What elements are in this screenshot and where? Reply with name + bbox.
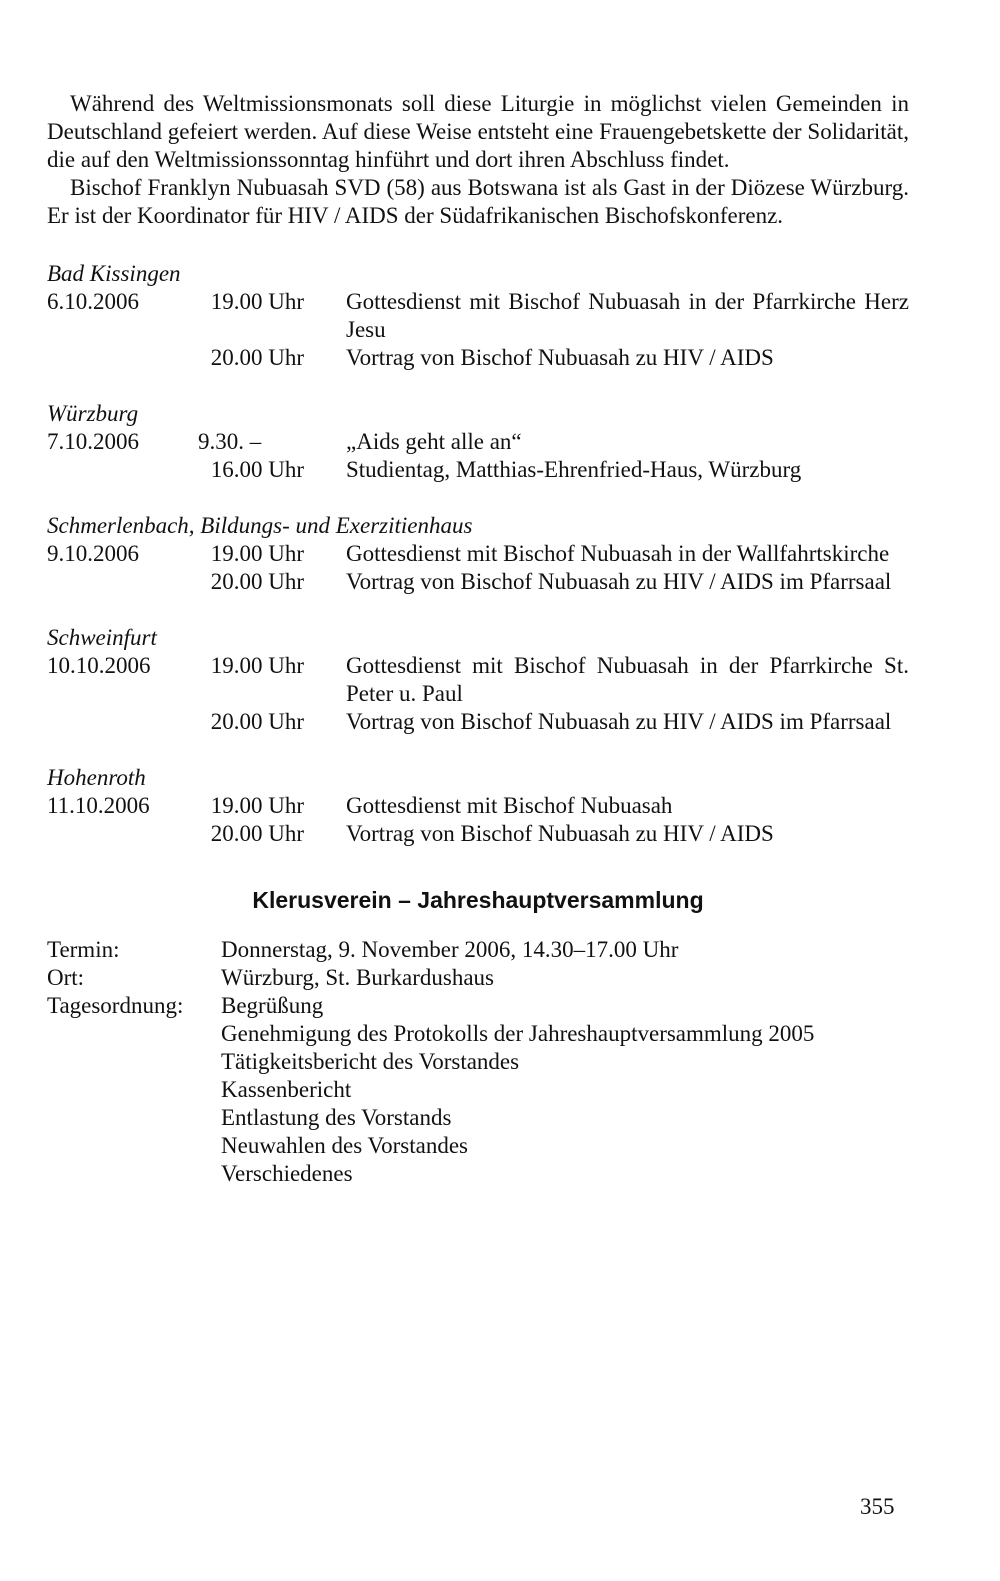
session-date: 6.10.2006 [47, 289, 139, 314]
ort-row [47, 964, 909, 992]
agenda-label: Tagesordnung: [47, 993, 184, 1018]
session-description: Studientag, Matthias-Ehrenfried-Haus, Würzburg [346, 457, 802, 482]
session-date [47, 708, 184, 736]
session-time: 19.00 Uhr [210, 793, 304, 818]
session-date: 10.10.2006 [47, 653, 151, 678]
section-heading: Klerusverein – Jahreshauptversammlung [252, 887, 704, 913]
agenda-item: Tätigkeitsbericht des Vorstandes [221, 1049, 520, 1074]
ort-label: Ort: [47, 965, 85, 990]
agenda-list [221, 992, 909, 1188]
session-time: 20.00 Uhr [210, 821, 304, 846]
event-schweinfurt [47, 624, 909, 736]
session-time: 16.00 Uhr [210, 457, 304, 482]
meeting-details [47, 936, 909, 1188]
agenda-item: Entlastung des Vorstands [221, 1105, 452, 1130]
event-place: Schweinfurt [47, 625, 157, 650]
event-session [47, 820, 909, 848]
event-bad-kissingen [47, 260, 909, 372]
event-place: Schmerlenbach, Bildungs- und Exerzitienhaus [47, 513, 473, 538]
event-place: Würzburg [47, 401, 139, 426]
session-time: 20.00 Uhr [210, 569, 304, 594]
event-place: Hohenroth [47, 765, 146, 790]
session-time: 20.00 Uhr [210, 709, 304, 734]
termin-label: Termin: [47, 937, 120, 962]
event-hohenroth [47, 764, 909, 848]
intro-paragraph-2: Bischof Franklyn Nubuasah SVD (58) aus Botswana ist als Gast in der Diözese Würzburg. Er ist der Koordinator für HIV / AIDS der Südafrikanischen Bischofskonferenz. [47, 175, 909, 228]
event-session [47, 540, 909, 568]
session-description: Gottesdienst mit Bischof Nubuasah in der Pfarrkirche Herz Jesu [346, 289, 909, 342]
event-session [47, 792, 909, 820]
session-date [47, 456, 184, 484]
agenda-item: Verschiedenes [221, 1161, 353, 1186]
agenda-item: Begrüßung [221, 993, 324, 1018]
event-place: Bad Kissingen [47, 261, 181, 286]
session-description: Vortrag von Bischof Nubuasah zu HIV / AIDS im Pfarrsaal [346, 569, 892, 594]
session-date: 11.10.2006 [47, 793, 150, 818]
event-session [47, 708, 909, 736]
agenda-item: Kassenbericht [221, 1077, 352, 1102]
session-date [47, 820, 184, 848]
session-description: „Aids geht alle an“ [346, 429, 522, 454]
event-session [47, 456, 909, 484]
session-date: 9.10.2006 [47, 541, 139, 566]
session-description: Vortrag von Bischof Nubuasah zu HIV / AIDS im Pfarrsaal [346, 709, 892, 734]
event-session [47, 344, 909, 372]
session-description: Vortrag von Bischof Nubuasah zu HIV / AIDS [346, 821, 774, 846]
session-description: Gottesdienst mit Bischof Nubuasah in der Pfarrkirche St. Peter u. Paul [346, 653, 909, 706]
page-content [47, 90, 909, 1188]
session-date [47, 568, 184, 596]
event-schmerlenbach [47, 512, 909, 596]
agenda-item: Genehmigung des Protokolls der Jahreshauptversammlung 2005 [221, 1021, 815, 1046]
agenda-item: Neuwahlen des Vorstandes [221, 1133, 468, 1158]
session-time: 19.00 Uhr [210, 289, 304, 314]
session-date [47, 344, 184, 372]
termin-row [47, 936, 909, 964]
session-time: 9.30. – [198, 429, 262, 454]
session-time: 20.00 Uhr [210, 345, 304, 370]
session-description: Gottesdienst mit Bischof Nubuasah [346, 793, 673, 818]
termin-value: Donnerstag, 9. November 2006, 14.30–17.00 Uhr [221, 937, 679, 962]
event-session [47, 288, 909, 344]
event-session [47, 568, 909, 596]
page-number: 355 [860, 1494, 895, 1519]
session-description: Gottesdienst mit Bischof Nubuasah in der Wallfahrtskirche [346, 541, 890, 566]
intro-paragraph-1: Während des Weltmissionsmonats soll diese Liturgie in möglichst vielen Gemeinden in Deutschland gefeiert werden. Auf diese Weise entsteht eine Frauengebetskette der Solidarität, die auf den Weltmissionssonntag hinführt und dort ihren Abschluss findet. [47, 91, 909, 172]
event-wuerzburg [47, 400, 909, 484]
session-description: Vortrag von Bischof Nubuasah zu HIV / AIDS [346, 345, 774, 370]
agenda-row [47, 992, 909, 1188]
event-session [47, 652, 909, 708]
session-date: 7.10.2006 [47, 429, 139, 454]
event-session [47, 428, 909, 456]
event-schedule [47, 260, 909, 848]
session-time: 19.00 Uhr [210, 541, 304, 566]
ort-value: Würzburg, St. Burkardushaus [221, 965, 494, 990]
session-time: 19.00 Uhr [210, 653, 304, 678]
